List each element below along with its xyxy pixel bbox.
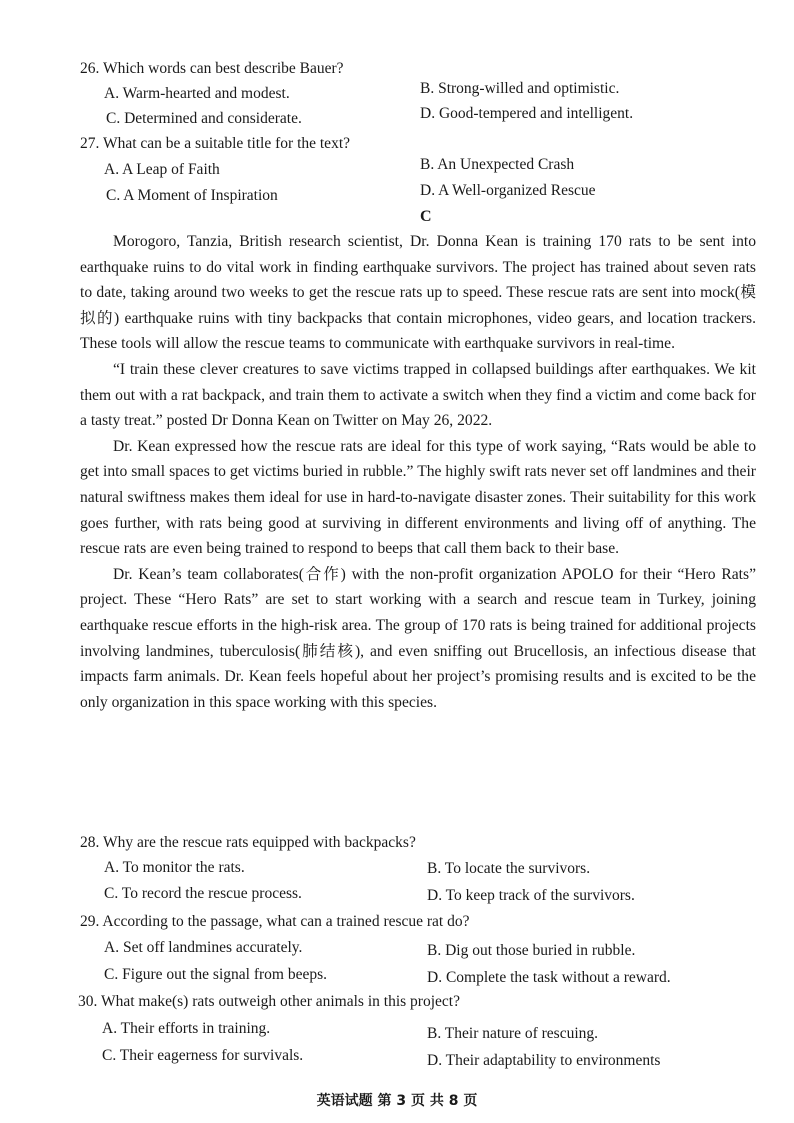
q29-stem: 29. According to the passage, what can a trained rescue rat do? (80, 913, 470, 930)
q27-option-a: A. A Leap of Faith (104, 161, 220, 178)
q28-option-b: B. To locate the survivors. (427, 860, 591, 877)
section-label: C (420, 208, 432, 225)
q28-stem: 28. Why are the rescue rats equipped with backpacks? (80, 834, 416, 851)
q30-option-c: C. Their eagerness for survivals. (102, 1047, 304, 1064)
q27-option-d: D. A Well-organized Rescue (420, 182, 596, 199)
q29-option-c: C. Figure out the signal from beeps. (104, 966, 327, 983)
q30-stem: 30. What make(s) rats outweigh other animals in this project? (78, 993, 460, 1010)
q27-option-c: C. A Moment of Inspiration (106, 187, 278, 204)
q26-option-b: B. Strong-willed and optimistic. (420, 80, 620, 97)
passage-paragraph-2: “I train these clever creatures to save victims trapped in collapsed buildings after earthquakes. We kit them out with a rat backpack, and train them to activate a switch when they find a victim and come back for a tasty treat.” posted Dr Donna Kean on Twitter on May 26, 2022. (80, 360, 756, 430)
page-footer: 英语试题 第 3 页 共 8 页 (316, 1093, 478, 1109)
q28-option-c: C. To record the rescue process. (104, 885, 302, 902)
q28-option-a: A. To monitor the rats. (104, 859, 245, 876)
passage-paragraph-4: Dr. Kean’s team collaborates(合作) with the non-profit organization APOLO for their “Hero Rats” project. These “Hero Rats” are set to start working with a search and rescue team in Turkey, joining earthquake rescue efforts in the high-risk area. The group of 170 rats is being trained for additional projects involving landmines, tuberculosis(肺结核), and even sniffing out Brucellosis, an infectious disease that impacts farm animals. Dr. Kean feels hopeful about her project’s promising results and is excited to be the only organization in this space working with this species. (80, 565, 756, 711)
q26-option-a: A. Warm-hearted and modest. (104, 85, 290, 102)
q27-stem: 27. What can be a suitable title for the text? (80, 135, 351, 152)
q30-option-b: B. Their nature of rescuing. (427, 1025, 599, 1042)
q26-option-d: D. Good-tempered and intelligent. (420, 105, 634, 122)
q29-option-d: D. Complete the task without a reward. (427, 969, 671, 986)
q29-option-b: B. Dig out those buried in rubble. (427, 942, 636, 959)
q30-option-d: D. Their adaptability to environments (427, 1052, 661, 1069)
q27-option-b: B. An Unexpected Crash (420, 156, 575, 173)
q26-option-c: C. Determined and considerate. (106, 110, 302, 127)
reading-passage (80, 229, 756, 715)
q29-option-a: A. Set off landmines accurately. (104, 939, 303, 956)
passage-paragraph-1: Morogoro, Tanzia, British research scientist, Dr. Donna Kean is training 170 rats to be sent into earthquake ruins to do vital work in finding earthquake survivors. The project has trained about seven rats to date, taking around two weeks to get the rescue rats up to speed. These rescue rats are sent into mock(模拟的) earthquake ruins with tiny backpacks that contain microphones, video gears, and location trackers. These tools will allow the rescue teams to communicate with earthquake survivors in real-time. (80, 233, 756, 353)
passage-paragraph-3: Dr. Kean expressed how the rescue rats are ideal for this type of work saying, “Rats would be able to get into small spaces to get victims buried in rubble.” The highly swift rats never set off landmines and their natural swiftness makes them ideal for use in hard-to-navigate disaster zones. Their suitability for this work goes further, with rats being good at surviving in different environments and living off of anything. The rescue rats are even being trained to respond to beeps that call them back to their base. (80, 437, 756, 558)
q30-option-a: A. Their efforts in training. (102, 1020, 271, 1037)
q26-stem: 26. Which words can best describe Bauer? (80, 60, 344, 77)
q28-option-d: D. To keep track of the survivors. (427, 887, 635, 904)
